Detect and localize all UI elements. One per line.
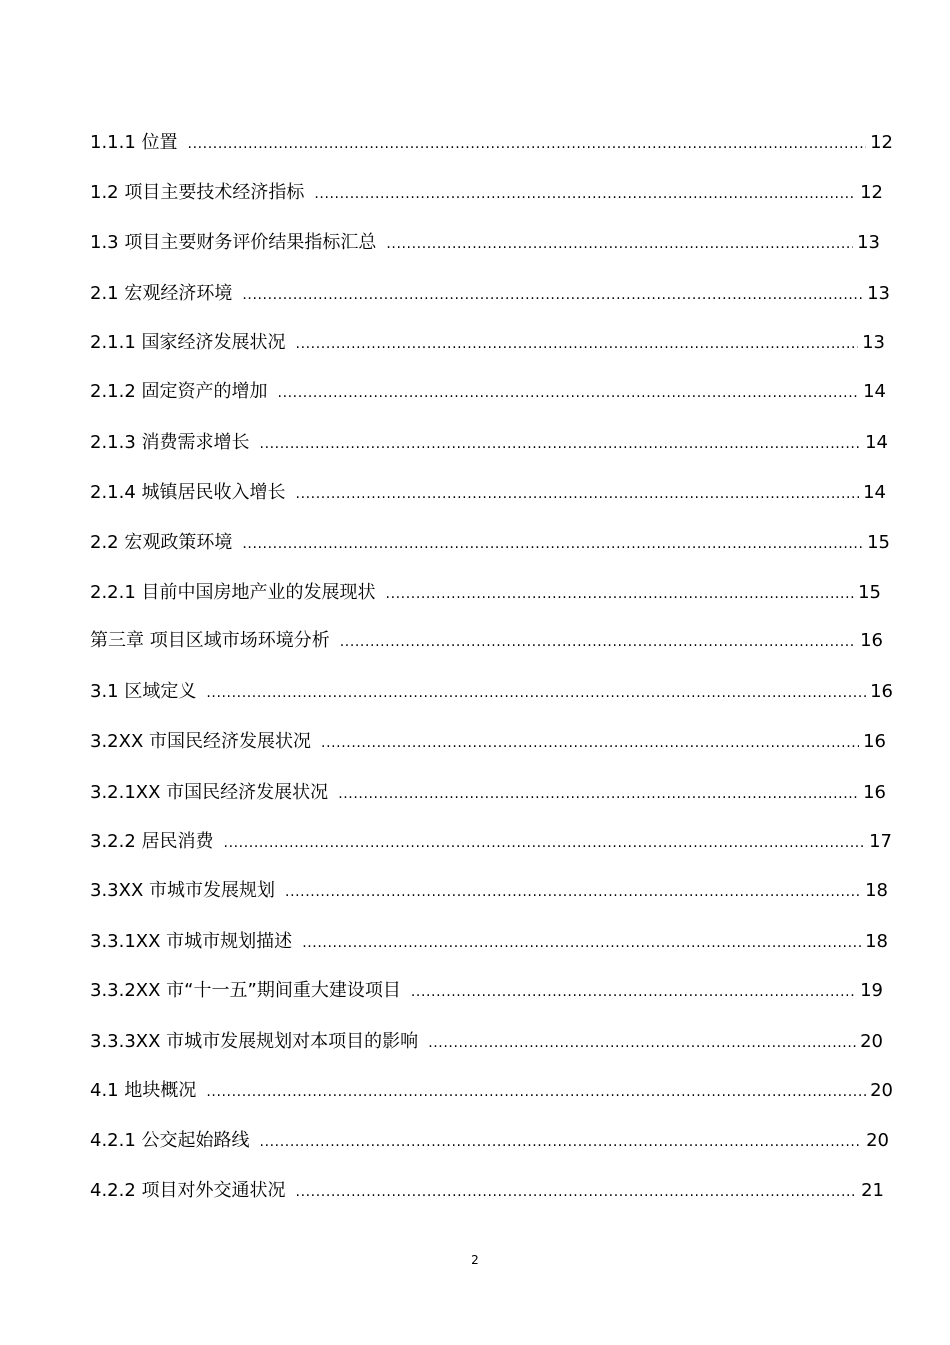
toc-entry[interactable] [90, 481, 886, 505]
toc-leader-dots [321, 730, 859, 754]
toc-entry[interactable] [90, 1179, 884, 1203]
toc-entry[interactable] [90, 879, 888, 903]
toc-entry-page: 14 [865, 432, 888, 453]
toc-entry[interactable] [90, 1079, 893, 1103]
toc-entry[interactable] [90, 730, 886, 754]
toc-entry[interactable] [90, 131, 893, 155]
toc-entry[interactable] [90, 930, 888, 954]
toc-entry-page: 18 [865, 931, 888, 952]
toc-entry[interactable] [90, 581, 881, 605]
toc-entry-page: 20 [866, 1130, 889, 1151]
toc-entry-title: 2.2 宏观政策环境 [90, 532, 233, 553]
page-number: 2 [471, 1253, 479, 1267]
toc-leader-dots [386, 231, 853, 255]
toc-entry-page: 20 [860, 1031, 883, 1052]
toc-entry-page: 18 [865, 880, 888, 901]
toc-entry[interactable] [90, 979, 883, 1003]
toc-entry[interactable] [90, 181, 883, 205]
toc-leader-dots [188, 131, 867, 155]
toc-entry-page: 16 [870, 681, 893, 702]
toc-entry-title: 2.1.3 消费需求增长 [90, 432, 250, 453]
toc-entry[interactable] [90, 830, 892, 854]
toc-entry-title: 3.2.1XX 市国民经济发展状况 [90, 782, 329, 803]
toc-entry-title: 1.2 项目主要技术经济指标 [90, 182, 305, 203]
toc-entry[interactable] [90, 629, 883, 653]
toc-entry-page: 14 [863, 381, 886, 402]
toc-entry-page: 13 [862, 332, 885, 353]
toc-leader-dots [260, 431, 862, 455]
toc-entry[interactable] [90, 781, 886, 805]
toc-entry-title: 3.1 区域定义 [90, 681, 197, 702]
toc-leader-dots [242, 282, 863, 306]
toc-entry-page: 16 [863, 731, 886, 752]
toc-entry-title: 2.1.4 城镇居民收入增长 [90, 482, 286, 503]
toc-leader-dots [206, 1079, 866, 1103]
toc-entry[interactable] [90, 1129, 889, 1153]
toc-entry-title: 3.2.2 居民消费 [90, 831, 214, 852]
toc-entry-page: 17 [869, 831, 892, 852]
toc-entry-title: 3.3XX 市城市发展规划 [90, 880, 276, 901]
toc-leader-dots [302, 930, 861, 954]
toc-leader-dots [260, 1129, 863, 1153]
toc-entry[interactable] [90, 380, 886, 404]
toc-leader-dots [340, 629, 856, 653]
toc-entry-title: 1.3 项目主要财务评价结果指标汇总 [90, 232, 377, 253]
toc-entry-title: 2.1.2 固定资产的增加 [90, 381, 268, 402]
toc-entry-title: 第三章 项目区域市场环境分析 [90, 630, 330, 651]
toc-entry-page: 15 [867, 532, 890, 553]
toc-entry-page: 19 [860, 980, 883, 1001]
toc-leader-dots [206, 680, 866, 704]
toc-leader-dots [386, 581, 855, 605]
toc-entry-title: 2.1.1 国家经济发展状况 [90, 332, 286, 353]
toc-leader-dots [296, 1179, 858, 1203]
toc-leader-dots [285, 879, 861, 903]
toc-entry-title: 4.1 地块概况 [90, 1080, 197, 1101]
toc-entry-page: 14 [863, 482, 886, 503]
toc-entry[interactable] [90, 680, 893, 704]
toc-entry-title: 2.2.1 目前中国房地产业的发展现状 [90, 582, 376, 603]
toc-entry-title: 3.3.3XX 市城市发展规划对本项目的影响 [90, 1031, 419, 1052]
toc-leader-dots [411, 979, 856, 1003]
toc-entry[interactable] [90, 1030, 883, 1054]
toc-leader-dots [428, 1030, 856, 1054]
toc-entry-page: 13 [857, 232, 880, 253]
toc-entry-title: 3.3.2XX 市“十一五”期间重大建设项目 [90, 980, 401, 1001]
toc-leader-dots [338, 781, 859, 805]
toc-entry-title: 4.2.1 公交起始路线 [90, 1130, 250, 1151]
toc-leader-dots [296, 331, 859, 355]
toc-entry-page: 12 [870, 132, 893, 153]
toc-leader-dots [224, 830, 866, 854]
toc-entry-page: 20 [870, 1080, 893, 1101]
toc-leader-dots [242, 531, 863, 555]
toc-entry-title: 3.3.1XX 市城市规划描述 [90, 931, 293, 952]
toc-entry[interactable] [90, 331, 885, 355]
toc-entry-title: 2.1 宏观经济环境 [90, 283, 233, 304]
toc-entry-page: 16 [860, 630, 883, 651]
toc-entry-title: 4.2.2 项目对外交通状况 [90, 1180, 286, 1201]
toc-leader-dots [314, 181, 856, 205]
toc-entry-page: 16 [863, 782, 886, 803]
toc-entry[interactable] [90, 531, 890, 555]
toc-entry-page: 15 [858, 582, 881, 603]
toc-entry[interactable] [90, 231, 880, 255]
toc-entry[interactable] [90, 431, 888, 455]
toc-entry-title: 3.2XX 市国民经济发展状况 [90, 731, 312, 752]
toc-entry[interactable] [90, 282, 890, 306]
toc-entry-title: 1.1.1 位置 [90, 132, 178, 153]
toc-entry-page: 21 [861, 1180, 884, 1201]
toc-entry-page: 12 [860, 182, 883, 203]
toc-entry-page: 13 [867, 283, 890, 304]
toc-leader-dots [296, 481, 860, 505]
toc-leader-dots [278, 380, 860, 404]
